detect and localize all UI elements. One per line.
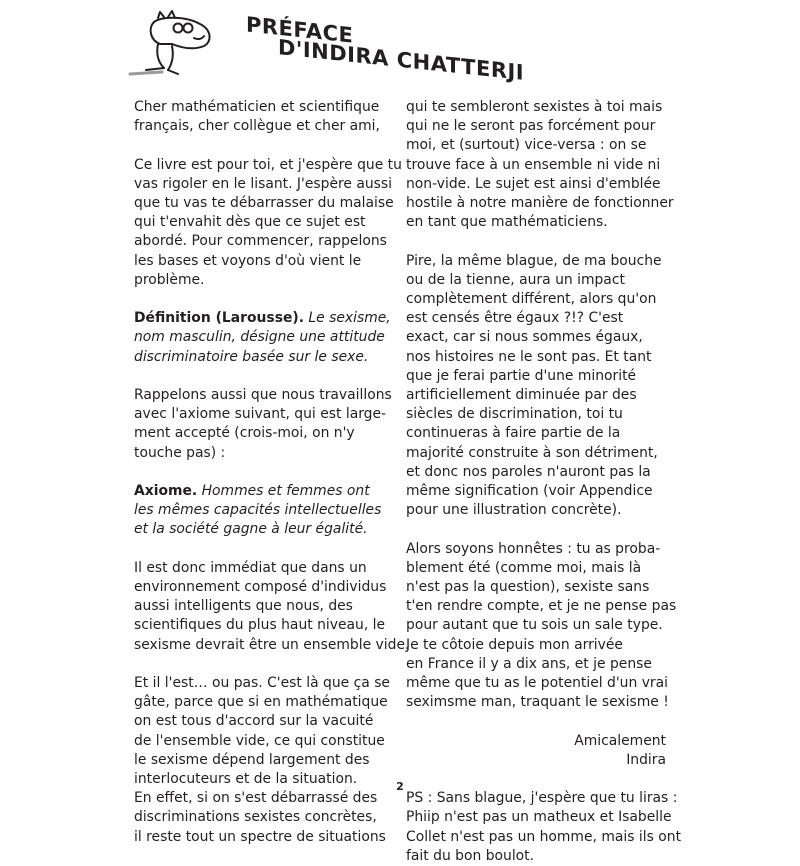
definition-line [134, 309, 391, 328]
text-line: interlocuteurs et de la situation. [134, 771, 358, 788]
text-line: avec l'axiome suivant, qui est large- [134, 406, 387, 423]
text-line: siècles de discrimination, toi tu [406, 406, 623, 423]
text-line: Alors soyons honnêtes : tu as proba- [406, 540, 661, 557]
signoff-line: Amicalement [574, 732, 666, 749]
text-line: touche pas) : [134, 444, 226, 461]
text-line: qui te sembleront sexistes à toi mais [406, 99, 663, 115]
text-line: Cher mathématicien et scientifique [134, 99, 380, 115]
text-line: pour autant que tu sois un sale type. [406, 617, 663, 634]
ps-line: fait du bon boulot. [406, 847, 535, 864]
definition-text: nom masculin, désigne une attitude [134, 329, 385, 346]
text-line: Ce livre est pour toi, et j'espère que tu [134, 156, 402, 173]
cartoon-logo [128, 8, 214, 80]
text-line: moi, et (surtout) vice-versa : on se [406, 137, 647, 154]
text-line: qui ne le seront pas forcément pour [406, 118, 656, 135]
text-line: scientifiques du plus haut niveau, le [134, 617, 386, 634]
text-line: sexisme devrait être un ensemble vide. [134, 636, 410, 653]
right-column [406, 98, 682, 866]
text-line: Il est donc immédiat que dans un [134, 559, 367, 576]
text-line: hostile à notre manière de fonctionner [406, 195, 674, 212]
text-line: exact, car si nous sommes égaux, [406, 329, 643, 346]
text-line: environnement composé d'individus [134, 579, 387, 595]
text-line: le sexisme dépend largement des [134, 751, 370, 768]
left-column [134, 98, 410, 847]
text-line: gâte, parce que si en mathématique [134, 694, 388, 711]
text-line: français, cher collègue et cher ami, [134, 118, 380, 135]
text-line: nos histoires ne le sont pas. Et tant [406, 348, 652, 365]
text-line: de l'ensemble vide, ce qui constitue [134, 732, 385, 749]
ps-line: PS : Sans blague, j'espère que tu liras : [406, 790, 678, 807]
text-line: t'en rendre compte, et je ne pense pas [406, 598, 677, 615]
text-line: vas rigoler en le lisant. J'espère aussi [134, 175, 393, 192]
page-number: 2 [396, 780, 404, 793]
definition-term: Définition (Larousse). [134, 310, 305, 327]
text-line: est censés être égaux ?!? C'est [406, 310, 624, 327]
text-line: n'est pas la question), sexiste sans [406, 579, 650, 596]
text-line: En effet, si on s'est débarrassé des [134, 790, 378, 807]
text-line: qui t'envahit dès que ce sujet est [134, 214, 366, 231]
text-line: il reste tout un spectre de situations [134, 828, 386, 845]
axiom-line [134, 482, 386, 501]
preface-title [246, 12, 525, 85]
ps-line: Collet n'est pas un homme, mais ils ont [406, 828, 682, 845]
axiom-text: Hommes et femmes ont [197, 483, 370, 499]
text-line: abordé. Pour commencer, rappelons [134, 233, 387, 250]
text-line: en tant que mathématiciens. [406, 214, 608, 231]
text-line: Pire, la même blague, de ma bouche [406, 252, 662, 269]
text-line: ou de la tienne, aura un impact [406, 271, 625, 288]
text-line: non-vide. Le sujet est ainsi d'emblée [406, 175, 661, 192]
text-line: blement été (comme moi, mais là [406, 559, 642, 576]
text-line: même signification (voir Appendice [406, 483, 653, 500]
text-line: seximsme man, traquant le sexisme ! [406, 694, 669, 711]
text-line: même que tu as le potentiel d'un vrai [406, 675, 669, 692]
text-line: complètement différent, alors qu'on [406, 291, 657, 308]
text-line: que je ferai partie d'une minorité [406, 367, 637, 384]
axiom-text: et la société gagne à leur égalité. [134, 521, 368, 538]
text-line: problème. [134, 271, 205, 288]
title-line-1: PRÉFACE [246, 12, 354, 48]
text-line: aussi intelligents que nous, des [134, 598, 353, 615]
text-line: pour une illustration concrète). [406, 502, 622, 519]
text-line: Et il l'est… ou pas. C'est là que ça se [134, 675, 390, 691]
text-line: trouve face à un ensemble ni vide ni [406, 156, 661, 173]
text-line: ment accepté (crois-moi, on n'y [134, 425, 355, 442]
text-line: discriminations sexistes concrètes, [134, 809, 377, 826]
text-line: Rappelons aussi que nous travaillons [134, 387, 392, 403]
text-line: et donc nos paroles n'auront pas la [406, 463, 651, 480]
text-line: continueras à faire partie de la [406, 425, 621, 442]
text-line: majorité construite à son détriment, [406, 444, 658, 461]
definition-text: Le sexisme, [304, 310, 391, 327]
definition-text: discriminatoire basée sur le sexe. [134, 348, 369, 365]
axiom-term: Axiome. [134, 483, 198, 499]
title-line-2: D'INDIRA CHATTERJI [278, 35, 525, 85]
text-line: Je te côtoie depuis mon arrivée [406, 636, 623, 653]
text-line: les bases et voyons d'où vient le [134, 252, 362, 269]
text-line: en France il y a dix ans, et je pense [406, 655, 652, 672]
text-line: que tu vas te débarrasser du malaise [134, 195, 394, 211]
ps-line: Phiip n'est pas un matheux et Isabelle [406, 809, 672, 826]
signoff-name: Indira [626, 751, 666, 768]
axiom-text: les mêmes capacités intellectuelles [134, 502, 382, 519]
text-line: on est tous d'accord sur la vacuité [134, 713, 374, 730]
text-line: artificiellement diminuée par des [406, 387, 637, 404]
